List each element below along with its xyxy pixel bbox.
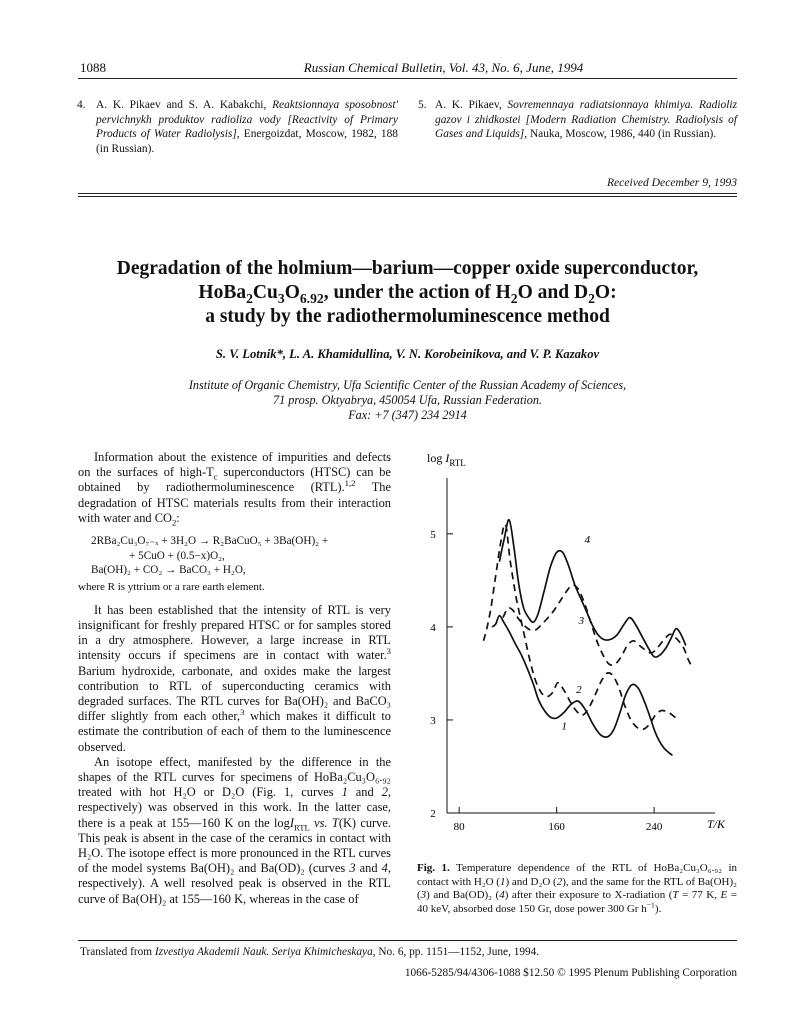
reference-details: , Energoizdat, Moscow, 1982, 188 (in Russian). bbox=[96, 128, 398, 155]
x-axis-unit: T/K bbox=[707, 817, 726, 831]
reference-authors: A. K. Pikaev and S. A. Kabakchi, bbox=[96, 99, 273, 111]
x-tick-label: 160 bbox=[548, 821, 565, 833]
curve-label-4: 4 bbox=[584, 534, 591, 547]
reference-title: Sovremennaya radiatsionnaya khimiya. Radioliz gazov i zhidkostei [Modern Radiation Chemistry. Radiolysis of Gases and Liquids] bbox=[435, 99, 737, 141]
equation-2: Ba(OH)₂ + CO₂ → BaCO₃ + H₂O, bbox=[91, 564, 246, 577]
chart-curves bbox=[484, 520, 694, 756]
curve-1 bbox=[492, 616, 672, 756]
rtl-chart bbox=[405, 448, 737, 860]
article-title bbox=[80, 257, 735, 329]
reference-4 bbox=[77, 98, 398, 156]
separator-rule-2 bbox=[78, 196, 737, 197]
equation-note: where R is yttrium or a rare earth element. bbox=[78, 580, 265, 593]
page-number: 1088 bbox=[80, 60, 106, 75]
chart-axes bbox=[430, 478, 715, 833]
author-list: S. V. Lotnik*, L. A. Khamidullina, V. N. Korobeinikova, and V. P. Kazakov bbox=[215, 347, 600, 361]
curve-label-1: 1 bbox=[561, 720, 568, 733]
chart-labels bbox=[562, 534, 591, 732]
affiliation-line-1: Institute of Organic Chemistry, Ufa Scientific Center of the Russian Academy of Sciences, bbox=[188, 378, 627, 392]
title-line-3: a study by the radiothermoluminescence method bbox=[205, 306, 610, 327]
reference-title: Reaktsionnaya sposobnost' pervichnykh produktov radioliza vody [Reactivity of Primary Products of Water Radiolysis] bbox=[96, 99, 398, 141]
title-line-1: Degradation of the holmium—barium—copper oxide superconductor, bbox=[116, 258, 699, 279]
translation-note: Translated from Izvestiya Akademii Nauk. Seriya Khimicheskaya, No. 6, pp. 1151—1152, June, 1994. bbox=[80, 946, 540, 958]
affiliation-fax: Fax: +7 (347) 234 2914 bbox=[348, 408, 467, 422]
paragraph-1: Information about the existence of impurities and defects on the surfaces of high-$T_c$ superconductors (HTSC) can be obtained by radiothermoluminescence (RTL).$^{1,2}$ The degradation of HTSC materials results from their interaction with water and $CO_2$: bbox=[78, 450, 391, 528]
reference-authors: A. K. Pikaev, bbox=[435, 99, 508, 111]
journal-header: Russian Chemical Bulletin, Vol. 43, No. 6, June, 1994 bbox=[303, 60, 584, 75]
paragraph-2: It has been established that the intensity of RTL is very insignificant for freshly prepared HTSC or for samples stored in a dry atmosphere. However, a large increase in RTL intensity occurs if specimens are in contact with water.$^3$ Barium hydroxide, carbonate, and oxides make the largest contribution to RTL of superconducting ceramics with degraded surfaces. The RTL curves for Ba(OH)₂ and BaCO₃ differ slightly from each other,$^3$ which makes it difficult to estimate the contribution of each of them to the luminescence observed. bbox=[78, 602, 392, 754]
reaction-equations bbox=[78, 534, 391, 578]
affiliation-line-2: 71 prosp. Oktyabrya, 450054 Ufa, Russian Federation. bbox=[272, 393, 542, 407]
separator-rule-1 bbox=[78, 193, 737, 194]
equation-1-cont: + 5CuO + (0.5−x)O₂, bbox=[129, 549, 225, 562]
curve-label-3: 3 bbox=[578, 615, 585, 628]
y-tick-label: 3 bbox=[430, 714, 436, 727]
y-axis-label: $\log I_{RTL}$ bbox=[427, 451, 466, 468]
paragraph-3: An isotope effect, manifested by the difference in the shapes of the RTL curves for specimens of HoBa₂Cu₃O₆.₉₂ treated with hot H₂O or D₂O (Fig. 1, curves 1 and 2, respectively) was observed in this work. In the latter case, there is a peak at 155—160 K on the logI$_{RTL}$ vs. T(K) curve. This peak is absent in the case of the ceramics in contact with H₂O. The isotope effect is more pronounced in the RTL curves of the model systems Ba(OH)₂ and Ba(OD)₂ (curves 3 and 4, respectively). A well resolved peak is observed in the RTL curve of Ba(OH)₂ at 155—160 K, whereas in the case of bbox=[78, 754, 391, 906]
header-rule bbox=[78, 78, 737, 79]
copyright-line: 1066-5285/94/4306-1088 $12.50 © 1995 Plenum Publishing Corporation bbox=[404, 967, 737, 979]
y-tick-label: 5 bbox=[430, 528, 436, 541]
x-tick-label: 80 bbox=[453, 821, 465, 833]
reference-number: 5. bbox=[418, 99, 427, 111]
figure-caption: Fig. 1. Temperature dependence of the RTL of HoBa₂Cu₃O₆.₉₂ in contact with H₂O (1) and D₂O (2), and the same for the RTL of Ba(OH)₂ (3) and Ba(OD)₂ (4) after their exposure to X-radiation (T = 77 K, E = 40 keV, absorbed dose 150 Gr, dose power 300 Gr $h^{-1}$). bbox=[417, 862, 738, 915]
affiliation bbox=[80, 378, 735, 423]
equation-1: 2RBa₂Cu₃O₇₋ₓ + 3H₂O → R₂BaCuO₅ + 3Ba(OH)₂ + bbox=[91, 535, 329, 548]
curve-label-2: 2 bbox=[576, 683, 582, 696]
footer-rule bbox=[78, 940, 737, 941]
title-line-2: $HoBa_2Cu_3O_{6.92}$, under the action of $H_2O$ and $D_2O$: bbox=[198, 282, 617, 306]
y-tick-label: 2 bbox=[430, 808, 436, 820]
reference-5 bbox=[418, 98, 737, 142]
y-tick-label: 4 bbox=[430, 621, 436, 634]
x-tick-label: 240 bbox=[645, 821, 663, 833]
reference-number: 4. bbox=[77, 99, 86, 111]
curve-4 bbox=[499, 520, 685, 657]
curve-3 bbox=[503, 585, 693, 669]
body-text bbox=[78, 450, 391, 907]
received-date: Received December 9, 1993 bbox=[606, 176, 737, 189]
reference-details: , Nauka, Moscow, 1986, 440 (in Russian). bbox=[524, 128, 717, 141]
